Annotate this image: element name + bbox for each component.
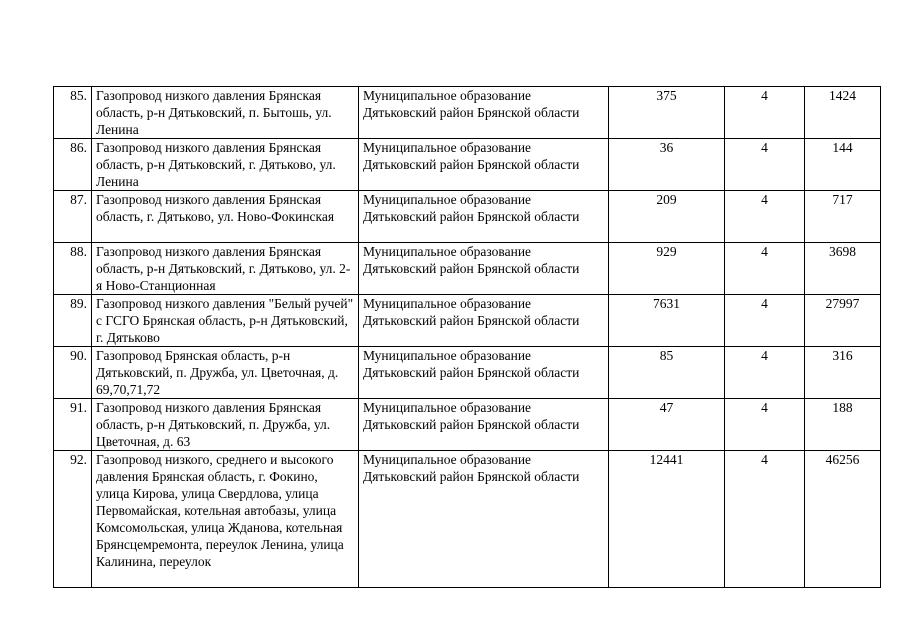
length-value: 929 [609, 243, 725, 295]
category-value: 4 [725, 139, 805, 191]
table-row [54, 243, 881, 295]
row-number: 85. [54, 87, 92, 139]
object-name: Газопровод низкого давления Брянская область, р-н Дятьковский, п. Бытошь, ул. Ленина [92, 87, 359, 139]
length-value: 375 [609, 87, 725, 139]
table-row [54, 139, 881, 191]
row-number: 87. [54, 191, 92, 243]
length-value: 12441 [609, 451, 725, 588]
owner-name: Муниципальное образование Дятьковский район Брянской области [359, 243, 609, 295]
owner-name: Муниципальное образование Дятьковский район Брянской области [359, 451, 609, 588]
table-row [54, 191, 881, 243]
length-value: 209 [609, 191, 725, 243]
row-number: 89. [54, 295, 92, 347]
amount-value: 144 [805, 139, 881, 191]
row-number: 86. [54, 139, 92, 191]
row-number: 90. [54, 347, 92, 399]
table-row [54, 399, 881, 451]
amount-value: 46256 [805, 451, 881, 588]
table-row [54, 295, 881, 347]
category-value: 4 [725, 87, 805, 139]
table-row [54, 87, 881, 139]
amount-value: 27997 [805, 295, 881, 347]
owner-name: Муниципальное образование Дятьковский район Брянской области [359, 399, 609, 451]
length-value: 85 [609, 347, 725, 399]
row-number: 91. [54, 399, 92, 451]
object-name: Газопровод низкого давления Брянская область, г. Дятьково, ул. Ново-Фокинская [92, 191, 359, 243]
row-number: 92. [54, 451, 92, 588]
amount-value: 1424 [805, 87, 881, 139]
amount-value: 316 [805, 347, 881, 399]
category-value: 4 [725, 191, 805, 243]
category-value: 4 [725, 347, 805, 399]
amount-value: 3698 [805, 243, 881, 295]
length-value: 47 [609, 399, 725, 451]
owner-name: Муниципальное образование Дятьковский район Брянской области [359, 139, 609, 191]
object-name: Газопровод низкого давления Брянская область, р-н Дятьковский, п. Дружба, ул. Цветочная, д. 63 [92, 399, 359, 451]
owner-name: Муниципальное образование Дятьковский район Брянской области [359, 191, 609, 243]
table-row [54, 347, 881, 399]
object-name: Газопровод Брянская область, р-н Дятьковский, п. Дружба, ул. Цветочная, д. 69,70,71,72 [92, 347, 359, 399]
category-value: 4 [725, 243, 805, 295]
owner-name: Муниципальное образование Дятьковский район Брянской области [359, 87, 609, 139]
category-value: 4 [725, 399, 805, 451]
owner-name: Муниципальное образование Дятьковский район Брянской области [359, 295, 609, 347]
length-value: 36 [609, 139, 725, 191]
owner-name: Муниципальное образование Дятьковский район Брянской области [359, 347, 609, 399]
object-name: Газопровод низкого давления Брянская область, р-н Дятьковский, г. Дятьково, ул. 2-я Ново-Станционная [92, 243, 359, 295]
amount-value: 188 [805, 399, 881, 451]
table-row [54, 451, 881, 588]
object-name: Газопровод низкого давления "Белый ручей" с ГСГО Брянская область, р-н Дятьковский, г. Дятьково [92, 295, 359, 347]
row-number: 88. [54, 243, 92, 295]
category-value: 4 [725, 295, 805, 347]
amount-value: 717 [805, 191, 881, 243]
object-name: Газопровод низкого давления Брянская область, р-н Дятьковский, г. Дятьково, ул. Ленина [92, 139, 359, 191]
category-value: 4 [725, 451, 805, 588]
object-name: Газопровод низкого, среднего и высокого давления Брянская область, г. Фокино, улица Кирова, улица Свердлова, улица Первомайская, котельная автобазы, улица Комсомольская, улица Жданова, котельная Брянсцемремонта, переулок Ленина, улица Калинина, переулок [92, 451, 359, 588]
asset-registry-table [53, 86, 881, 588]
length-value: 7631 [609, 295, 725, 347]
